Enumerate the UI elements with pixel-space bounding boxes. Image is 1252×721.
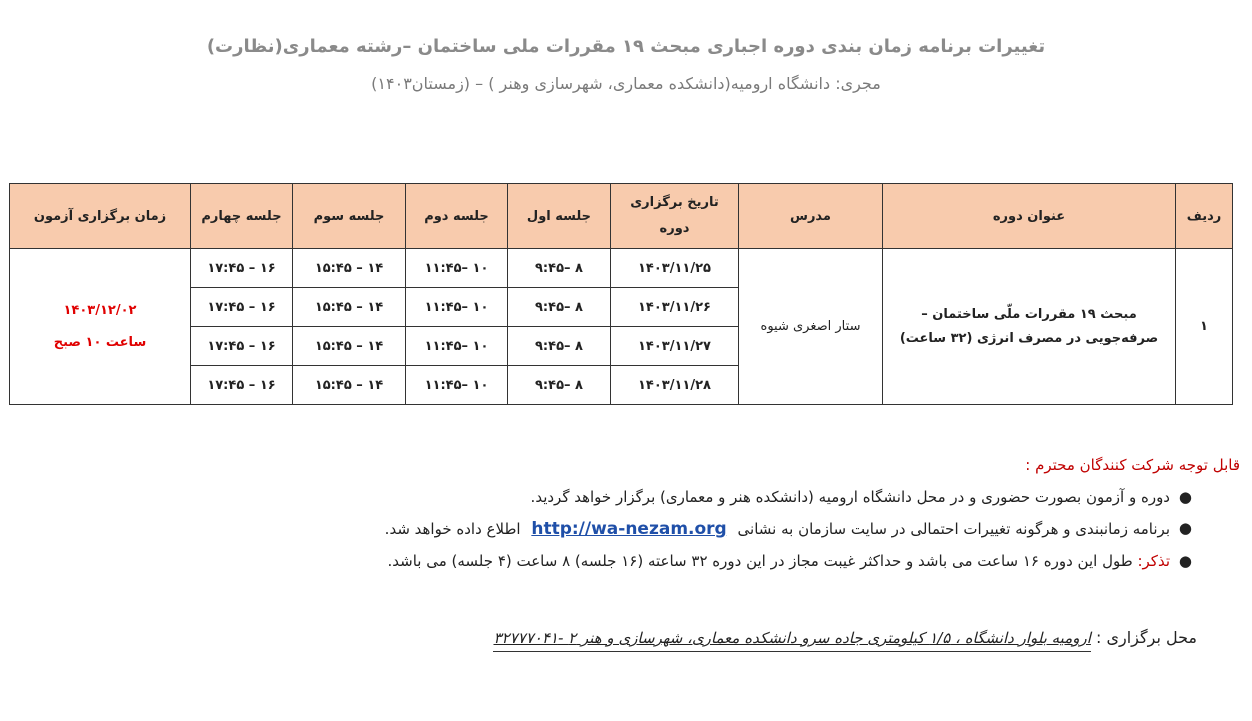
session-4-cell: ۱۶ – ۱۷:۴۵ [191, 249, 293, 288]
website-link[interactable]: http://wa-nezam.org [531, 519, 727, 539]
notes-section [0, 456, 1240, 583]
note-text-2a: برنامه زمانبندی و هرگونه تغییرات احتمالی در سایت سازمان به نشانی [737, 520, 1170, 538]
notes-list [0, 488, 1240, 570]
bullet-icon: ● [1178, 519, 1192, 537]
bullet-icon: ● [1178, 488, 1192, 506]
header-session-4: جلسه چهارم [191, 184, 293, 249]
exam-date: ۱۴۰۳/۱۲/۰۲ [63, 302, 137, 318]
list-item [0, 552, 1192, 570]
session-3-cell: ۱۴ – ۱۵:۴۵ [293, 288, 406, 327]
exam-hour: ساعت ۱۰ صبح [53, 334, 147, 350]
venue-address: ارومیه بلوار دانشگاه ، ۱/۵ کیلومتری جاده سرو دانشکده معماری، شهرسازی و هنر ۲ -۳۲۷۷۷۰۴۱ [493, 629, 1090, 652]
session-1-cell: ۸ –۹:۴۵ [508, 327, 611, 366]
page-title: تغییرات برنامه زمان بندی دوره اجباری مبحث ۱۹ مقررات ملی ساختمان –رشته معماری(نظارت) [206, 36, 1046, 57]
header-teacher: مدرس [739, 184, 883, 249]
list-item [0, 519, 1192, 539]
session-2-cell: ۱۰ –۱۱:۴۵ [406, 366, 508, 405]
table-header-row [10, 184, 1233, 249]
header-row-number: ردیف [1176, 184, 1233, 249]
course-title-line1: مبحث ۱۹ مقررات ملّی ساختمان – [921, 306, 1137, 322]
session-2-cell: ۱۰ –۱۱:۴۵ [406, 249, 508, 288]
session-3-cell: ۱۴ – ۱۵:۴۵ [293, 366, 406, 405]
session-2-cell: ۱۰ –۱۱:۴۵ [406, 327, 508, 366]
row-number-cell: ۱ [1176, 249, 1233, 405]
teacher-cell: ستار اصغری شیوه [739, 249, 883, 405]
session-1-cell: ۸ –۹:۴۵ [508, 249, 611, 288]
venue-line [0, 628, 1197, 647]
date-cell: ۱۴۰۳/۱۱/۲۷ [611, 327, 739, 366]
page-subtitle: مجری: دانشگاه ارومیه(دانشکده معماری، شهرسازی وهنر ) – (زمستان۱۴۰۳) [371, 74, 881, 93]
date-cell: ۱۴۰۳/۱۱/۲۶ [611, 288, 739, 327]
bullet-icon: ● [1178, 552, 1192, 570]
header-session-1: جلسه اول [508, 184, 611, 249]
note-text-1: دوره و آزمون بصورت حضوری و در محل دانشگاه ارومیه (دانشکده هنر و معماری) برگزار خواهد گردید. [530, 488, 1170, 506]
notes-title: قابل توجه شرکت کنندگان محترم : [1025, 456, 1240, 474]
note-text-2b: اطلاع داده خواهد شد. [384, 520, 521, 538]
header-course-title: عنوان دوره [883, 184, 1176, 249]
exam-time-cell [10, 249, 191, 405]
date-cell: ۱۴۰۳/۱۱/۲۵ [611, 249, 739, 288]
schedule-table [9, 183, 1233, 405]
session-4-cell: ۱۶ – ۱۷:۴۵ [191, 366, 293, 405]
note-label-reminder: تذکر: [1137, 552, 1170, 570]
session-1-cell: ۸ –۹:۴۵ [508, 288, 611, 327]
course-title-cell [883, 249, 1176, 405]
session-2-cell: ۱۰ –۱۱:۴۵ [406, 288, 508, 327]
course-title-line2: صرفه‌جویی در مصرف انرژی (۳۲ ساعت) [899, 330, 1159, 346]
note-text-3: طول این دوره ۱۶ ساعت می باشد و حداکثر غیبت مجاز در این دوره ۳۲ ساعته (۱۶ جلسه) ۸ ساعت (۴ جلسه) می باشد. [387, 552, 1133, 570]
list-item [0, 488, 1192, 506]
session-4-cell: ۱۶ – ۱۷:۴۵ [191, 288, 293, 327]
header-session-2: جلسه دوم [406, 184, 508, 249]
session-4-cell: ۱۶ – ۱۷:۴۵ [191, 327, 293, 366]
header-exam-time: زمان برگزاری آزمون [10, 184, 191, 249]
venue-label: محل برگزاری : [1096, 628, 1197, 647]
session-1-cell: ۸ –۹:۴۵ [508, 366, 611, 405]
table-row [10, 249, 1233, 288]
session-3-cell: ۱۴ – ۱۵:۴۵ [293, 249, 406, 288]
session-3-cell: ۱۴ – ۱۵:۴۵ [293, 327, 406, 366]
header-session-3: جلسه سوم [293, 184, 406, 249]
date-cell: ۱۴۰۳/۱۱/۲۸ [611, 366, 739, 405]
header-date: تاریخ برگزاری دوره [611, 184, 739, 249]
